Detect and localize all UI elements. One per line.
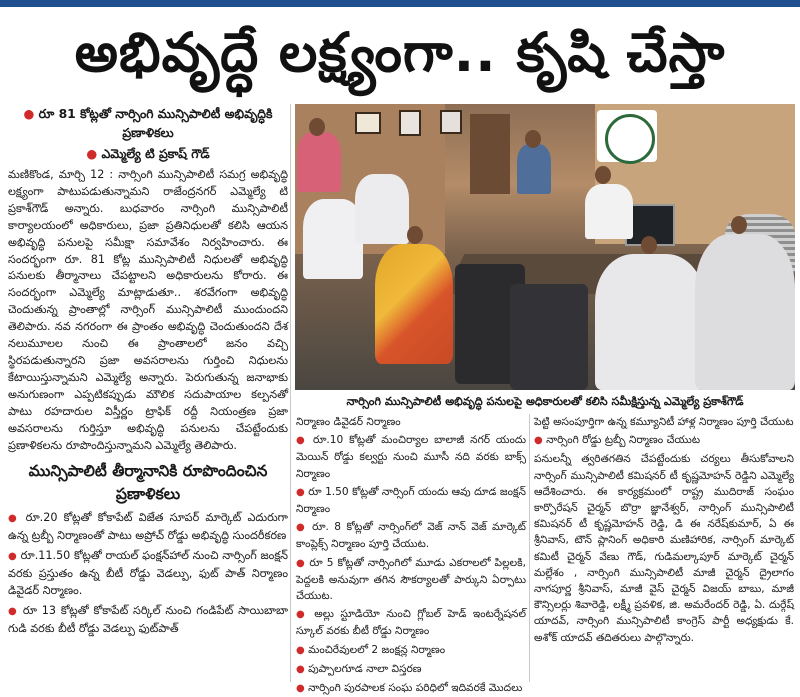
bullet-icon: ● — [296, 609, 308, 621]
list-item: ● పుప్పాలగూడ నాలా విస్తరణ — [296, 662, 422, 675]
photo-head — [641, 236, 657, 254]
photo-frame — [399, 110, 421, 136]
bullet-icon: ● — [296, 683, 305, 695]
photo-head — [309, 118, 325, 136]
photo-head — [407, 226, 423, 244]
column-divider — [290, 104, 291, 682]
list-item: నిర్మాణం డివైడర్ నిర్మాణం — [296, 416, 401, 428]
bullet-icon: ● — [8, 513, 20, 525]
list-item: ● అల్లు స్టూడియో నుంచి గ్లోబల్ హెడ్ ఇంటర్నేషనల్ స్కూల్ వరకు బీటీ రోడ్డు నిర్మాణం — [296, 608, 526, 638]
photo-person — [517, 144, 551, 194]
subheadline — [8, 104, 288, 142]
list-item: ● నార్సింగి పురపాలక సంఘ పరిధిలో ఇదివరకే మొదలు — [296, 682, 523, 695]
photo-head — [731, 216, 747, 234]
bullet-icon: ● — [86, 146, 98, 161]
bullet-icon: ● — [8, 605, 18, 617]
photo-head — [595, 166, 611, 184]
emblem-board — [597, 110, 657, 162]
top-color-bar — [0, 0, 800, 7]
bullet-icon: ● — [8, 551, 17, 563]
bullet-icon: ● — [296, 557, 306, 569]
list-item: పెట్టి అసంపూర్తిగా ఉన్న కమ్యూనిటీ హాళ్ల నిర్మాణం పూర్తి చేయుట — [534, 416, 794, 428]
left-column — [8, 104, 288, 684]
bullet-icon: ● — [296, 644, 305, 656]
photo-frame — [355, 112, 381, 134]
right-column — [534, 414, 794, 686]
photo-person — [585, 184, 633, 239]
list-item: ● నార్సింగి రోడ్డు ట్రబ్బీ నిర్మాణం చేయుట — [534, 434, 701, 447]
column-divider — [529, 414, 530, 682]
photo-person — [355, 174, 409, 244]
photo-frame — [440, 110, 462, 134]
photo-person — [375, 244, 453, 364]
bullet-icon: ● — [296, 435, 308, 447]
bullet-icon: ● — [296, 663, 305, 675]
photo-person — [695, 234, 795, 390]
list-item: ● మంచిరేవులలో 2 జంక్షన్ల నిర్మాణం — [296, 643, 446, 656]
section-heading: మున్సిపాలిటీ తీర్మానానికి రూపొందించిన ప్రణాళికలు — [28, 462, 268, 504]
bullet-icon: ● — [296, 522, 307, 534]
bullet-icon: ● — [296, 486, 305, 498]
list-item: ● రూ.10 కోట్లతో మంచిర్యాల బాలాజీ నగర్ యందు మెయిన్ రోడ్డు కల్వర్టు నుంచి మూసీ నది వరకు బాక్స్ నిర్మాణం — [296, 434, 526, 480]
list-item: ● రూ.11.50 కోట్లతో రాయల్ ఫంక్షన్‌హాల్ నుంచి నార్సింగ్ జంక్షన్ వరకు ప్రస్తుతం ఉన్న బీటీ రోడ్డు వెడల్పు, ఫుట్ పాత్ నిర్మాణం డివైడర్ నిర్మాణం. — [8, 549, 289, 598]
list-item: ● రూ. 8 కోట్లతో నార్సింగ్‌లో వెజ్ నాన్ వెజ్ మార్కెట్ కాంప్లెక్స్ నిర్మాణం పూర్తి చేయుట. — [296, 521, 526, 551]
bullet-icon: ● — [23, 106, 35, 121]
article-body: మణికొండ, మార్చి 12 : నార్సింగి మున్సిపాలిటీ సమగ్ర అభివృద్ధి లక్ష్యంగా పాటుపడుతున్నామని రాజేంద్రనగర్ ఎమ్మెల్యే టి ప్రకాశ్‌గౌడ్ అన్నారు. బుధవారం నార్సింగి మున్సిపాలిటీ కార్యాలయంలో అధికారులు, ప్రజా ప్రతినిధులతో కలిసి ఆయన అభివృద్ధి పనులపై సమీక్షా సమావేశం నిర్వహించారు. ఈ సందర్భంగా రూ. 81 కోట్ల మున్సిపాలిటీ నిధులతో అభివృద్ధి పనులకు తీర్మానాలు చేపట్టాలని అధికారులను కోరారు. ఈ సందర్భంగా ఎమ్మెల్యే మాట్లాడుతూ.. శరవేగంగా అభివృద్ధి చెందుతున్న ప్రాంతాల్లో నార్సింగ్ మున్సిపాలిటీ ముందుందని తెలిపారు. నవ నగరంగా ఈ ప్రాంతం అభివృద్ధి చెందుతుందని దేశ నలుమూలల నుంచి ఈ ప్రాంతాలలో జనం వచ్చి స్థిరపడుతున్నారని ప్రజా అవసరాలను గుర్తించి నిధులను కేటాయిస్తున్నామని ఎమ్మెల్యే అన్నారు. పెరుగుతున్న జనాభాకు అనుగుణంగా ఎప్పటికప్పుడు మౌలిక సదుపాయాల కల్పనతో పాటు రహదారుల విస్తీర్ణం ట్రాఫిక్ రద్దీ నియంత్రణ ప్రజా అవసరాలను గుర్తిస్తూ అభివృద్ధి పనులను చేపట్టేందుకు ప్రణాళికలను రూపొందిస్తున్నామని ఎమ్మెల్యే తెలిపారు. — [8, 168, 288, 452]
headline: అభివృద్ధే లక్ష్యంగా.. కృషి చేస్తా — [74, 21, 726, 84]
list-item: ● రూ 1.50 కోట్లతో నార్సింగ్ యందు ఆవు దూడ జంక్షన్ నిర్మాణం — [296, 485, 526, 516]
bullet-icon: ● — [534, 435, 543, 447]
photo-person — [595, 254, 705, 390]
photo-head — [525, 130, 541, 148]
byline — [8, 144, 288, 164]
photo-person — [303, 199, 363, 279]
article-body-continued: పనులన్నీ త్వరితగతిన చేపట్టేందుకు చర్యలు తీసుకోవాలని నార్సింగ్ మున్సిపాలిటీ కమిషనర్ టీ కృష్ణమోహన్ రెడ్డిని ఎమ్మెల్యే ఆదేశించారు. ఈ కార్యక్రమంలో రాష్ట్ర ముదిరాజ్ సంఘం కార్పొరేషన్ చైర్మన్ బొర్రా జ్ఞానేశ్వర్, నార్సింగ్ మున్సిపాలిటీ కమిషనర్ టీ కృష్ణమోహన్ రెడ్డి, డి ఈ నరేష్‌కుమార్, ఏ ఈ శ్రీనివాస్, టౌన్ ప్లానింగ్ అధికారి మణిహారిక, నార్సింగ్ మార్కెట్ కమిటీ చైర్మన్ వేణు గౌడ్, గుడిమల్కాపూర్ మార్కెట్ చైర్మన్ మల్లేశం , నార్సింగి మున్సిపాలిటీ మాజీ చైర్మన్ ద్రైలాగం నాగపూర్ణ శ్రీనివాస్, మాజీ వైస్ చైర్మన్ విజయ్ బాబు, మాజీ కౌన్సిలర్లు శివారెడ్డి, లక్ష్మీ ప్రవళిక, జి. అమరేందర్ రెడ్డి, ఏ. దుర్గేష్ యాదవ్, నార్సింగి మున్సిపాలిటీ కాంగ్రెస్ పార్టీ అధ్యక్షుడు కే. అశోక్ యాదవ్ తదితరులు పాల్గొన్నారు. — [534, 453, 794, 644]
photo-chair — [510, 284, 588, 390]
list-item: ● రూ.20 కోట్లతో కోకాపేట్ విజేత సూపర్ మార్కెట్ ఎదురుగా ఉన్న ట్రబ్బీ నిర్మాణంతో పాటు అప్రోచ్ రోడ్డు అభివృద్ధి సుందరీకరణ — [8, 511, 288, 543]
subheadline-text: రూ 81 కోట్లతో నార్సింగి మున్సిపాలిటీ అభివృద్ధికి ప్రణాళికలు — [38, 106, 273, 140]
photo-person — [297, 132, 341, 192]
middle-column — [296, 414, 526, 695]
news-photo — [295, 104, 795, 390]
byline-text: ఎమ్మెల్యే టి ప్రకాష్ గౌడ్ — [101, 146, 210, 161]
list-item: ● రూ 13 కోట్లతో కోకాపేట్ సర్కిల్ నుంచి గండిపేట్ సాయిబాబా గుడి వరకు బీటీ రోడ్డు వెడల్పు ఫుట్‌పాత్ — [8, 603, 288, 635]
photo-door — [470, 114, 510, 194]
list-item: ● రూ 5 కోట్లతో నార్సింగిలో మూడు ఎకరాలలో పిల్లలకి, పెద్దలకి అనువుగా తగిన సౌకర్యాలతో పార్కుని ఏర్పాటు చేయుట. — [296, 556, 526, 603]
photo-caption: నార్సింగి మున్సిపాలిటీ అభివృద్ధి పనులపై అధికారులతో కలిసి సమీక్షిస్తున్న ఎమ్మెల్యే ప్రకాశ్‌గౌడ్ — [346, 395, 744, 408]
